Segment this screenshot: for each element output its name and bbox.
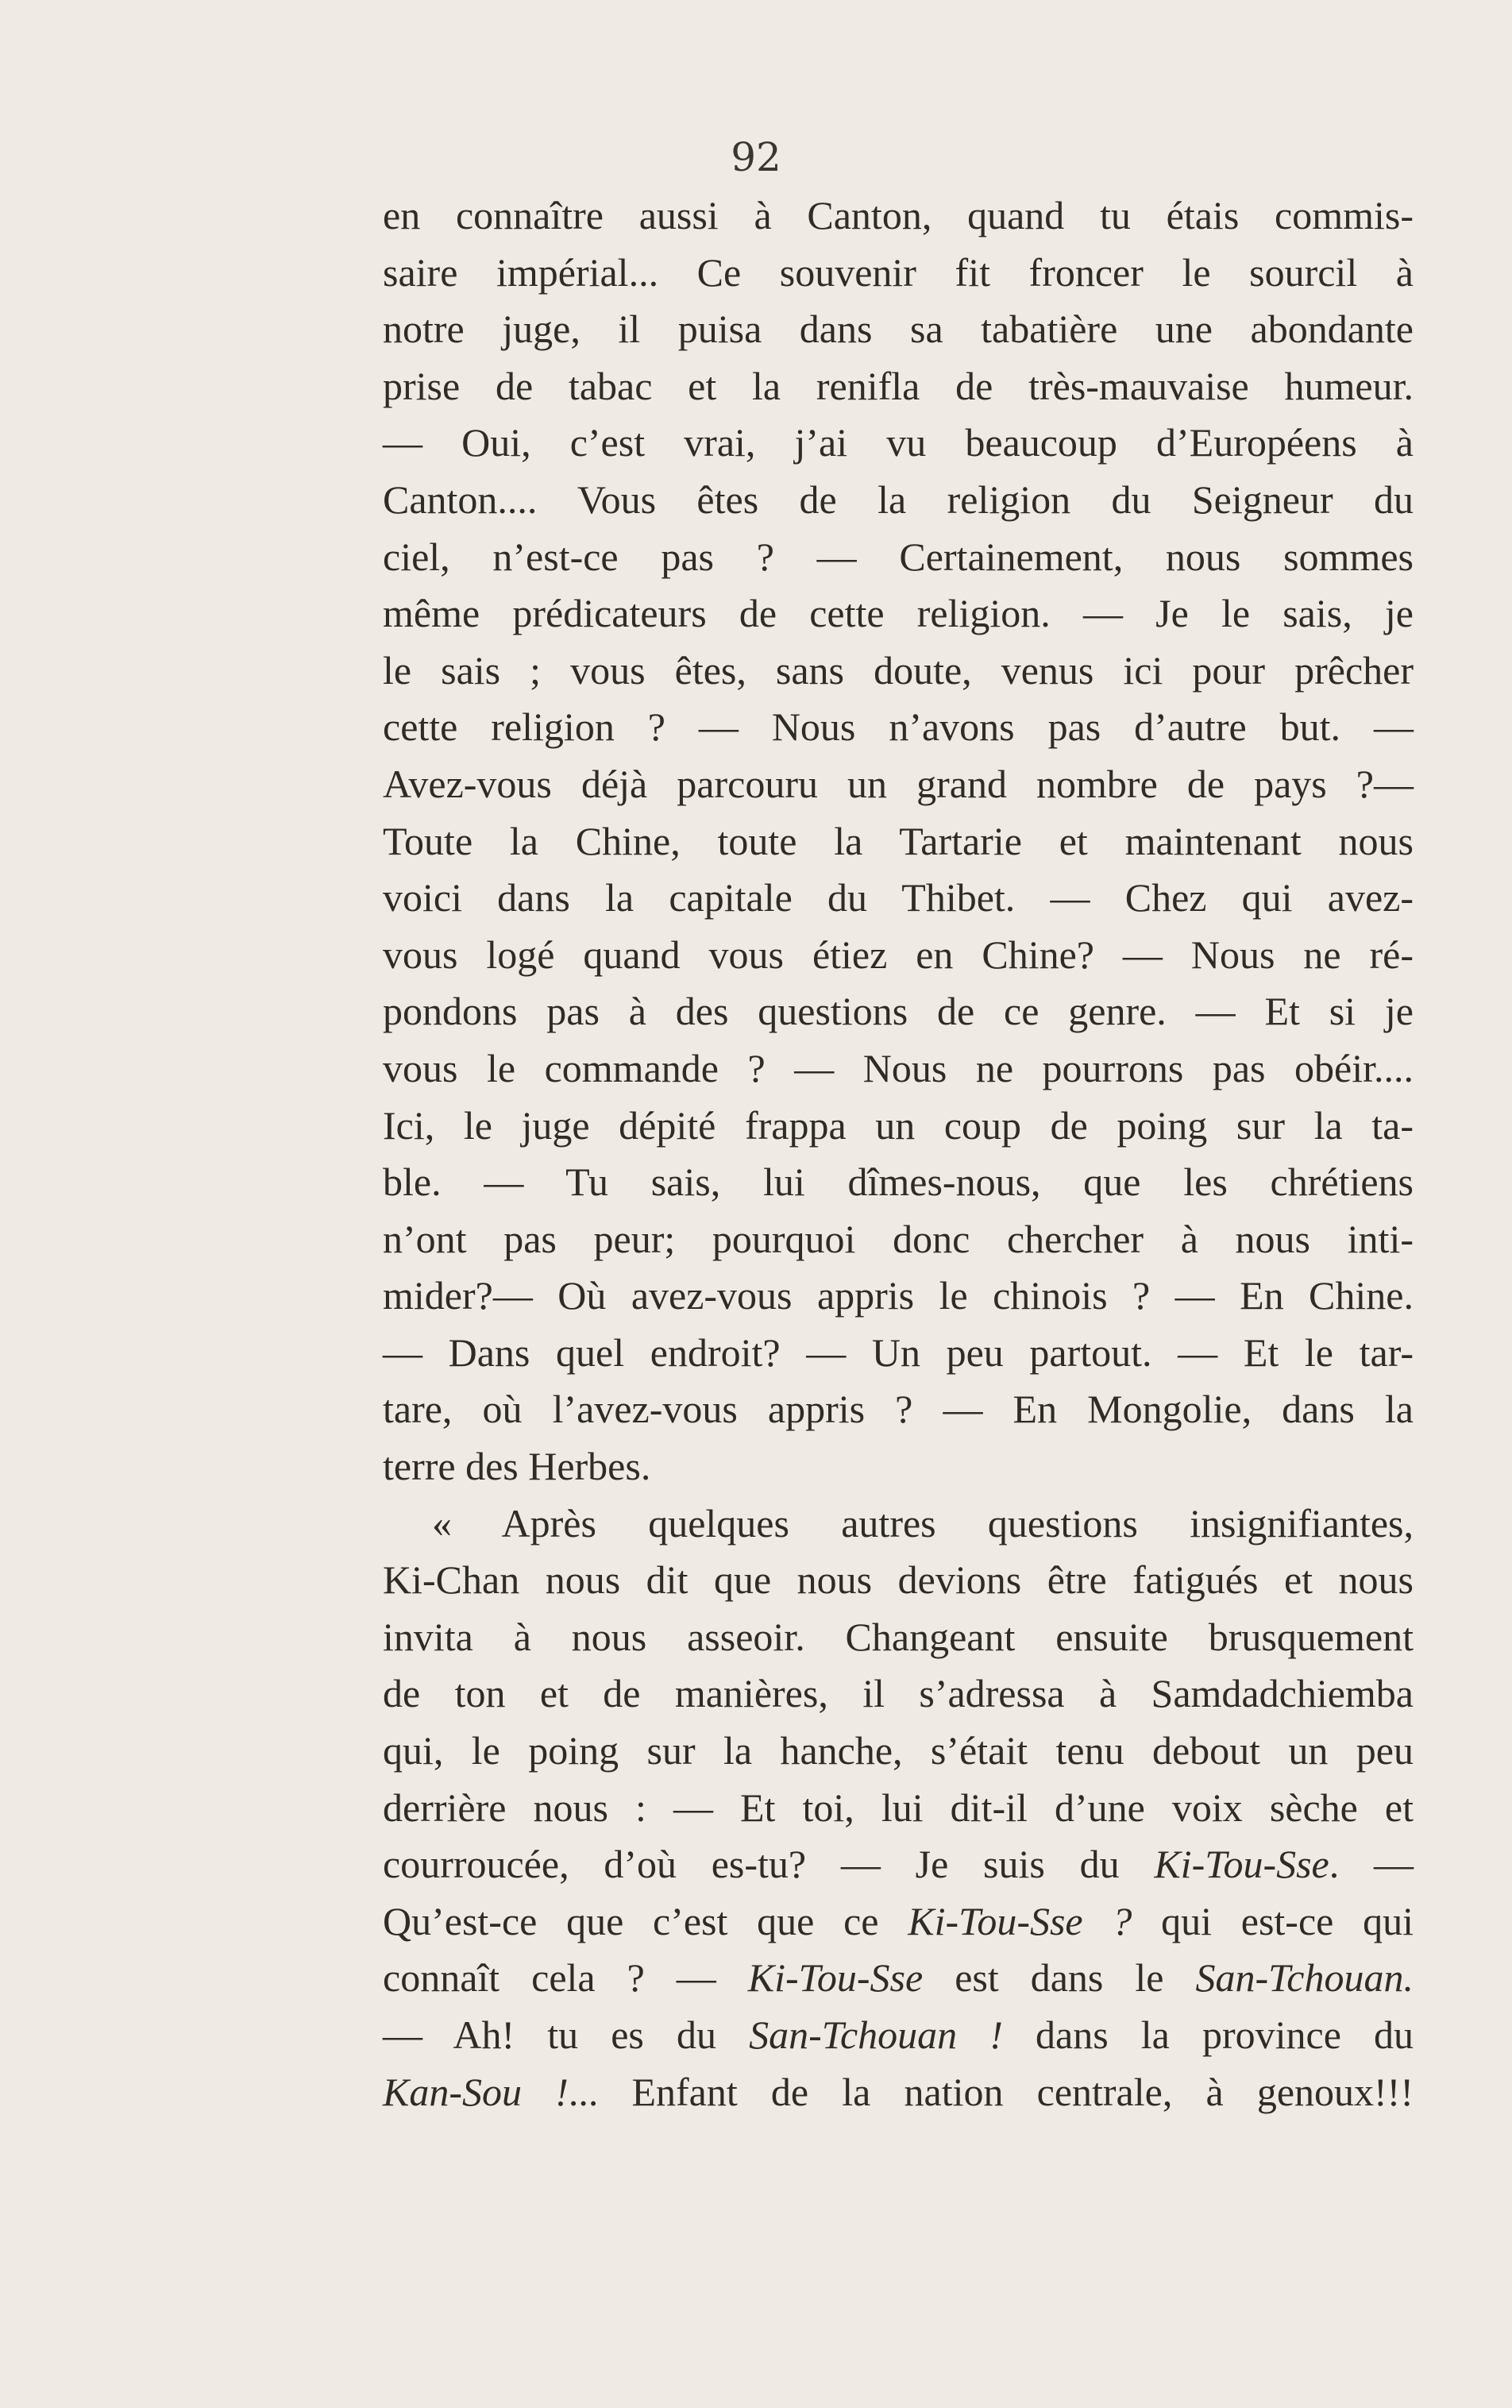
text-line: pondons pas à des questions de ce genre. — Et si je: [383, 989, 1414, 1034]
text-line: Ici, le juge dépité frappa un coup de poing sur la ta-: [383, 1102, 1414, 1148]
text-run: est dans le: [923, 1955, 1196, 2001]
italic-place-name: San-Tchouan !: [749, 2012, 1003, 2057]
text-run: dans la province du: [1002, 2012, 1414, 2057]
text-line: [383, 1950, 1414, 2007]
text-line: ciel, n’est-ce pas ? — Certainement, nous sommes: [383, 534, 1414, 579]
text-line: vous logé quand vous étiez en Chine? — Nous ne ré-: [383, 932, 1414, 977]
text-run: Qu’est-ce que c’est que ce: [383, 1898, 908, 1943]
text-line: prise de tabac et la renifla de très-mauvaise humeur.: [383, 363, 1414, 408]
text-line: mider?— Où avez-vous appris le chinois ? — En Chine.: [383, 1273, 1414, 1318]
italic-place-name: Ki-Tou-Sse: [747, 1955, 924, 2001]
text-line: — Oui, c’est vrai, j’ai vu beaucoup d’Européens à: [383, 420, 1414, 465]
text-line: saire impérial... Ce souvenir fit froncer le sourcil à: [383, 249, 1414, 295]
text-line: qui, le poing sur la hanche, s’était tenu debout un peu: [383, 1728, 1414, 1773]
text-line: Canton.... Vous êtes de la religion du Seigneur du: [383, 477, 1414, 522]
text-run: connaît cela ? —: [383, 1955, 748, 2001]
italic-place-name: Ki-Tou-Sse: [1154, 1842, 1329, 1887]
italic-place-name: Ki-Tou-Sse ?: [908, 1898, 1132, 1943]
text-run: courroucée, d’où es-tu? — Je suis du: [383, 1842, 1155, 1887]
text-line: [383, 2064, 1414, 2121]
page-number: 92: [731, 134, 781, 180]
text-line: en connaître aussi à Canton, quand tu étais commis-: [383, 193, 1414, 237]
text-run: ... Enfant de la nation centrale, à genoux!!!: [568, 2069, 1414, 2114]
text-line: vous le commande ? — Nous ne pourrons pas obéir....: [383, 1045, 1414, 1090]
text-line: [383, 2007, 1414, 2064]
text-line: tare, où l’avez-vous appris ? — En Mongolie, dans la: [383, 1387, 1414, 1432]
text-line: Ki-Chan nous dit que nous devions être fatigués et nous: [383, 1557, 1414, 1603]
text-run: — Ah! tu es du: [383, 2012, 750, 2057]
text-line: invita à nous asseoir. Changeant ensuite brusquement: [383, 1614, 1414, 1659]
italic-place-name: San-Tchouan.: [1195, 1955, 1414, 2001]
text-line: derrière nous : — Et toi, lui dit-il d’une voix sèche et: [383, 1785, 1414, 1830]
text-line: [383, 1893, 1414, 1951]
text-line: notre juge, il puisa dans sa tabatière une abondante: [383, 307, 1414, 352]
text-line: ble. — Tu sais, lui dîmes-nous, que les chrétiens: [383, 1160, 1414, 1205]
body-text: [383, 187, 1414, 2121]
text-line: le sais ; vous êtes, sans doute, venus ici pour prêcher: [383, 647, 1414, 693]
text-line: cette religion ? — Nous n’avons pas d’autre but. —: [383, 704, 1414, 750]
text-line: Avez-vous déjà parcouru un grand nombre de pays ?—: [383, 761, 1414, 806]
text-run: . —: [1329, 1842, 1414, 1887]
text-run: qui est-ce qui: [1132, 1898, 1414, 1943]
text-line: n’ont pas peur; pourquoi donc chercher à nous inti-: [383, 1216, 1414, 1261]
text-line: — Dans quel endroit? — Un peu partout. — Et le tar-: [383, 1329, 1414, 1375]
text-line: même prédicateurs de cette religion. — Je le sais, je: [383, 591, 1414, 636]
text-line-paragraph-start: « Après quelques autres questions insignifiantes,: [432, 1500, 1414, 1546]
text-line: Toute la Chine, toute la Tartarie et maintenant nous: [383, 818, 1414, 863]
text-line: voici dans la capitale du Thibet. — Chez qui avez-: [383, 875, 1414, 920]
text-line: de ton et de manières, il s’adressa à Samdadchiemba: [383, 1671, 1414, 1716]
italic-place-name: Kan-Sou !: [383, 2069, 569, 2114]
text-line-paragraph-end: terre des Herbes.: [383, 1444, 651, 1489]
text-line: [383, 1836, 1414, 1893]
